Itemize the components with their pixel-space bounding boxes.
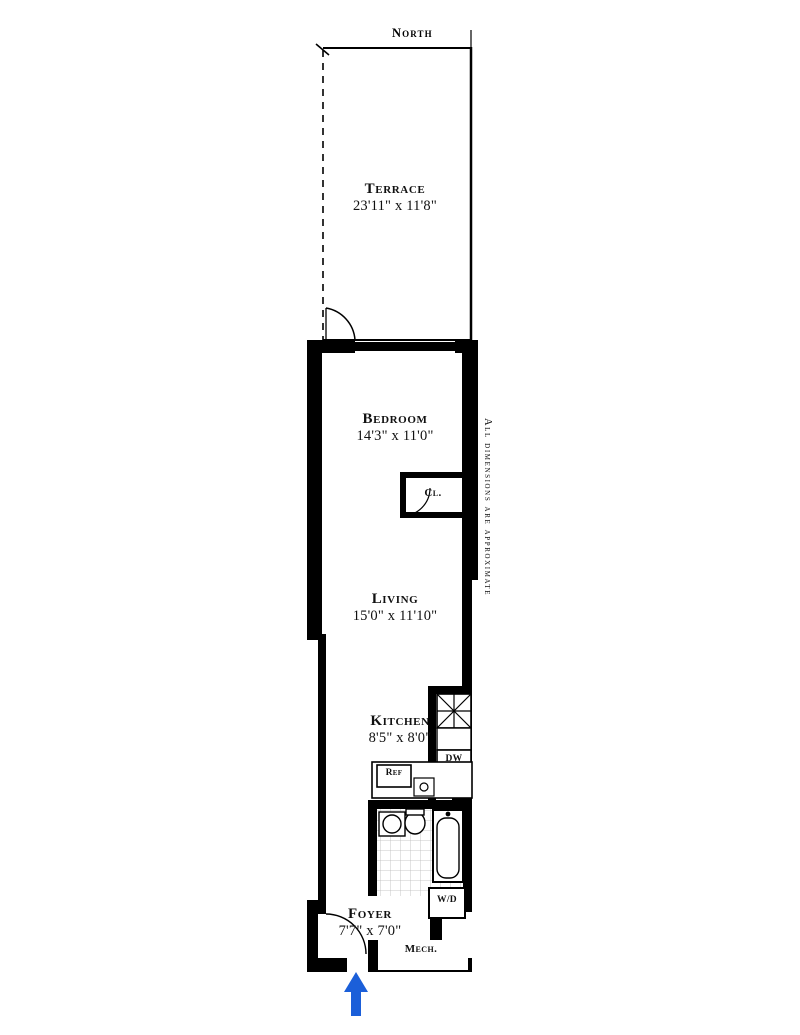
room-dim-terrace: 23'11" x 11'8" bbox=[352, 198, 438, 215]
room-dim-kitchen: 8'5" x 8'0" bbox=[368, 730, 432, 747]
washer-dryer-label: W/D bbox=[437, 895, 457, 905]
refrigerator-label: Ref bbox=[385, 768, 403, 778]
room-label-bedroom bbox=[302, 410, 488, 446]
room-label-terrace bbox=[303, 180, 487, 216]
closet-label: Cl. bbox=[424, 487, 442, 499]
room-name-living: Living bbox=[371, 591, 419, 607]
entry-arrow bbox=[344, 972, 368, 1016]
room-name-bedroom: Bedroom bbox=[362, 411, 428, 427]
dimensions-disclaimer: All dimensions are approximate bbox=[482, 418, 493, 597]
room-label-kitchen bbox=[320, 712, 480, 748]
room-dim-bedroom: 14'3" x 11'0" bbox=[356, 428, 434, 445]
room-dim-foyer: 7'7" x 7'0" bbox=[338, 923, 402, 940]
room-label-foyer bbox=[300, 905, 440, 941]
room-name-terrace: Terrace bbox=[364, 181, 426, 197]
north-label: North bbox=[392, 26, 433, 40]
room-name-foyer: Foyer bbox=[348, 906, 392, 922]
fixture-label-refrigerator bbox=[378, 768, 410, 780]
room-name-kitchen: Kitchen bbox=[370, 713, 430, 729]
fixture-label-dishwasher bbox=[438, 754, 470, 766]
room-dim-living: 15'0" x 11'10" bbox=[352, 608, 438, 625]
room-label-living bbox=[302, 590, 488, 626]
dishwasher-label: DW bbox=[445, 754, 463, 764]
bathroom-fixtures bbox=[377, 809, 463, 896]
annotation-closet bbox=[404, 487, 462, 500]
mech-label: Mech. bbox=[404, 943, 438, 955]
annotation-mech bbox=[382, 943, 460, 956]
